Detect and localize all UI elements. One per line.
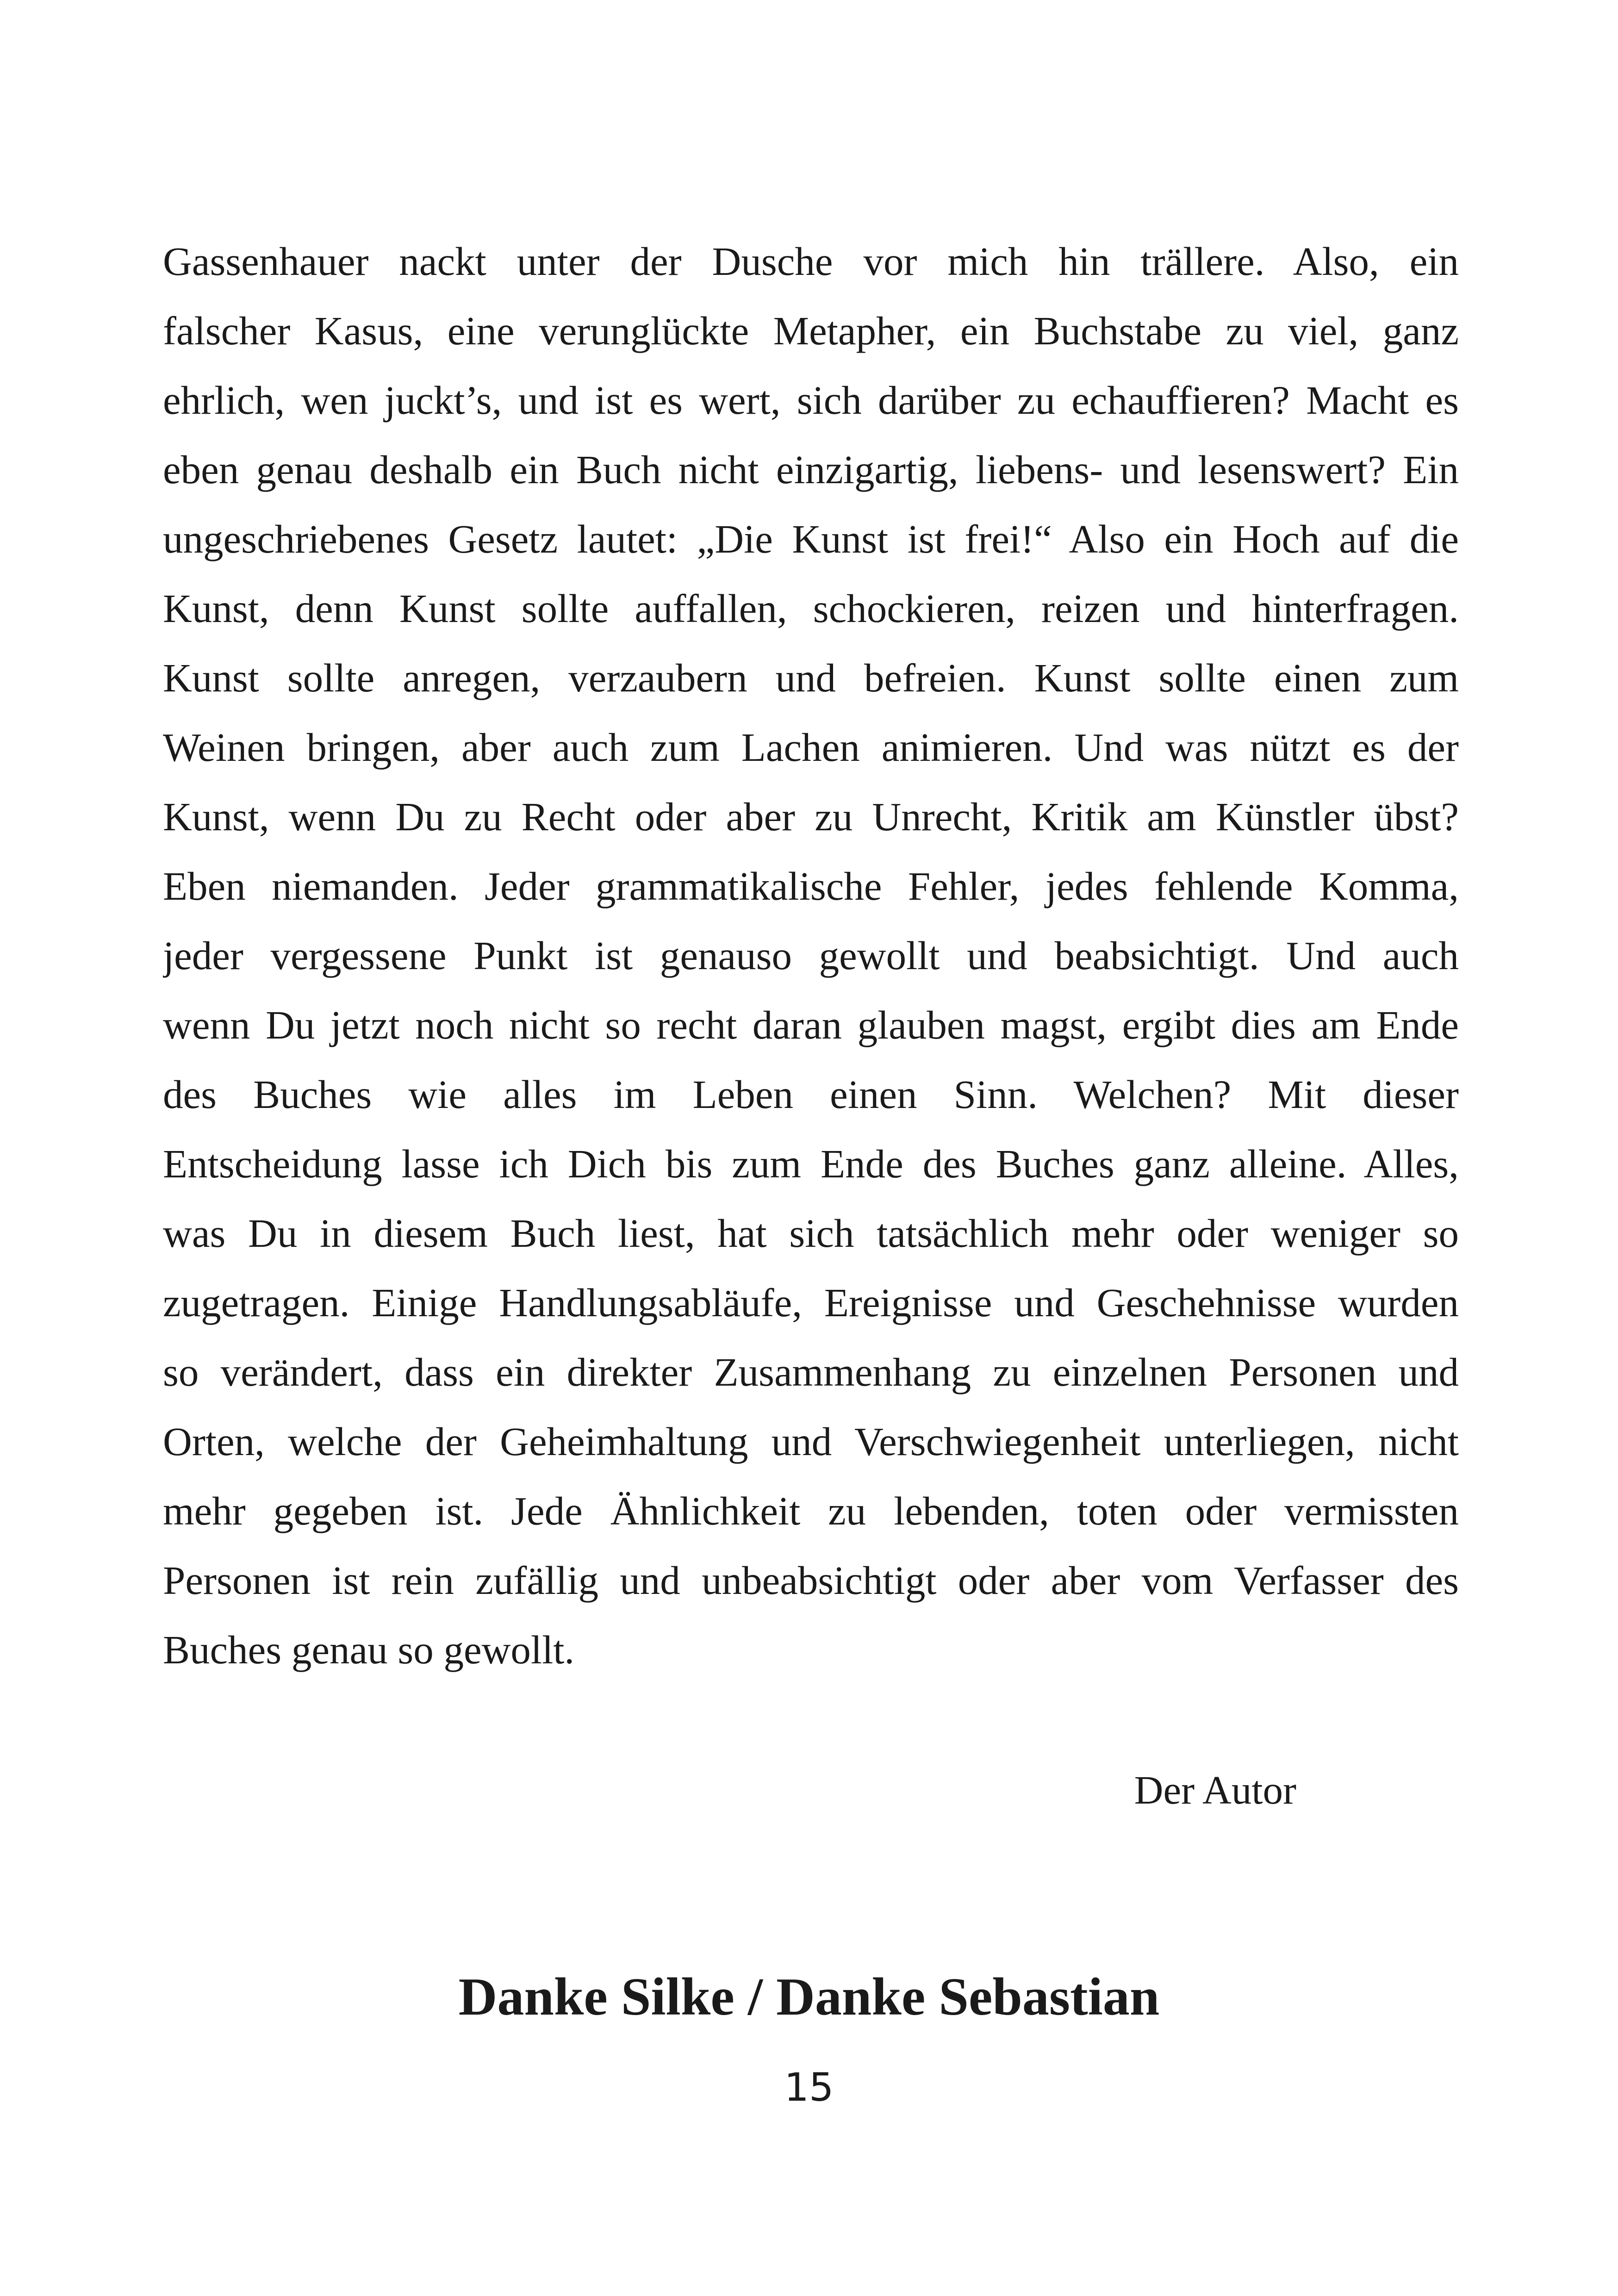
page-number: 15 <box>784 2065 834 2110</box>
text-line: Orten, welche der Geheimhaltung und Verschwiegenheit unterliegen, nicht <box>163 1419 1459 1464</box>
author-signature: Der Autor <box>1134 1767 1296 1812</box>
text-line: Eben niemanden. Jeder grammatikalische Fehler, jedes fehlende Komma, <box>163 864 1459 908</box>
text-line: falscher Kasus, eine verunglückte Metapher, ein Buchstabe zu viel, ganz <box>163 308 1459 353</box>
text-line: Personen ist rein zufällig und unbeabsichtigt oder aber vom Verfasser des <box>163 1558 1459 1603</box>
text-line: Entscheidung lasse ich Dich bis zum Ende des Buches ganz alleine. Alles, <box>163 1141 1459 1186</box>
text-line: Kunst, denn Kunst sollte auffallen, schockieren, reizen und hinterfragen. <box>163 586 1459 631</box>
thanks-heading: Danke Silke / Danke Sebastian <box>458 1967 1160 2027</box>
text-line-last: Buches genau so gewollt. <box>163 1627 575 1672</box>
text-line: jeder vergessene Punkt ist genauso gewollt und beabsichtigt. Und auch <box>163 933 1459 978</box>
text-line: was Du in diesem Buch liest, hat sich tatsächlich mehr oder weniger so <box>163 1211 1459 1256</box>
text-line: ehrlich, wen juckt’s, und ist es wert, sich darüber zu echauffieren? Macht es <box>163 378 1459 423</box>
text-line: Gassenhauer nackt unter der Dusche vor mich hin trällere. Also, ein <box>163 239 1459 284</box>
text-line: ungeschriebenes Gesetz lautet: „Die Kunst ist frei!“ Also ein Hoch auf die <box>163 516 1459 561</box>
text-line: des Buches wie alles im Leben einen Sinn. Welchen? Mit dieser <box>163 1072 1459 1117</box>
text-line: Kunst sollte anregen, verzaubern und befreien. Kunst sollte einen zum <box>163 655 1459 700</box>
text-line: mehr gegeben ist. Jede Ähnlichkeit zu lebenden, toten oder vermissten <box>163 1488 1459 1533</box>
text-line: so verändert, dass ein direkter Zusammenhang zu einzelnen Personen und <box>163 1350 1459 1394</box>
body-paragraph <box>163 227 1459 1685</box>
text-line: eben genau deshalb ein Buch nicht einzigartig, liebens- und lesenswert? Ein <box>163 447 1459 492</box>
text-line: Weinen bringen, aber auch zum Lachen animieren. Und was nützt es der <box>163 725 1459 770</box>
text-line: Kunst, wenn Du zu Recht oder aber zu Unrecht, Kritik am Künstler übst? <box>163 794 1459 839</box>
text-line: zugetragen. Einige Handlungsabläufe, Ereignisse und Geschehnisse wurden <box>163 1280 1459 1325</box>
text-line: wenn Du jetzt noch nicht so recht daran glauben magst, ergibt dies am Ende <box>163 1002 1459 1047</box>
